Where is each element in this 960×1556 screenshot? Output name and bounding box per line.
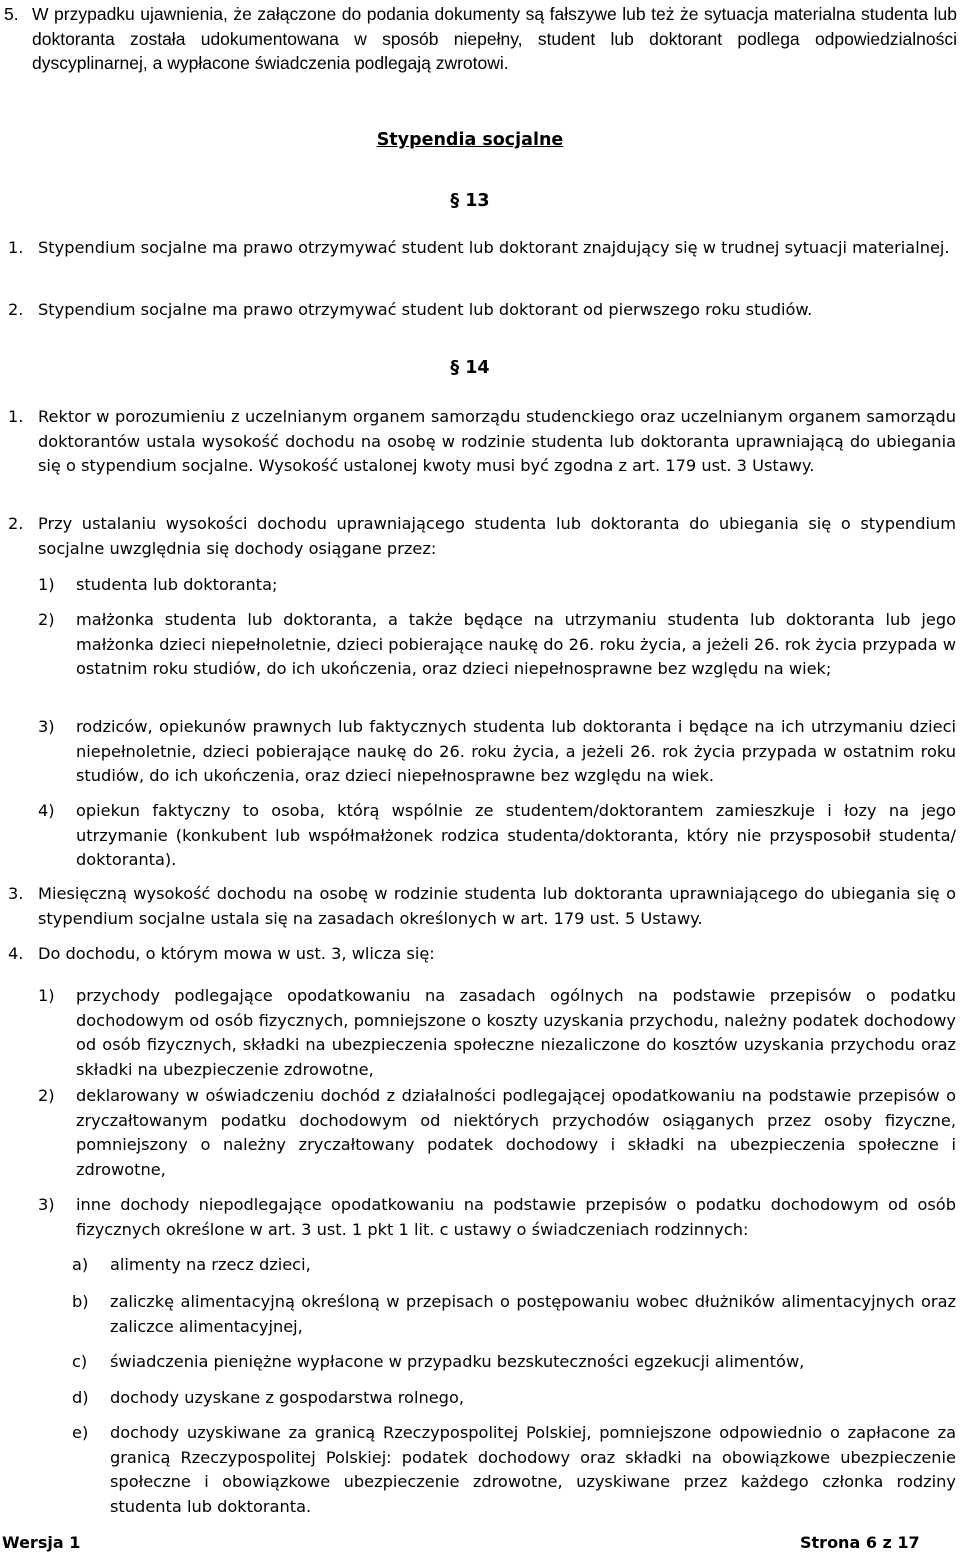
par13-item-1 bbox=[8, 236, 956, 261]
letter-text: zaliczkę alimentacyjną określoną w przepisach o postępowaniu wobec dłużników alimentacyjnych oraz zaliczce alimentacyjnej, bbox=[110, 1292, 956, 1336]
letter-text: dochody uzyskiwane za granicą Rzeczypospolitej Polskiej, pomniejszone odpowiednio o zapłacone za granicą Rzeczypospolitej Polskiej: podatek dochodowy oraz składki na obowiązkowe ubezpieczenie społeczne i obowiązkowe ubezpieczenie zdrowotne, uzyskiwane przez każdego członka rodziny studenta lub doktoranta. bbox=[110, 1423, 956, 1516]
sub-number: 2) bbox=[38, 1086, 55, 1105]
sub-text: rodziców, opiekunów prawnych lub faktycznych studenta lub doktoranta i będące na ich utrzymaniu dzieci niepełnoletnie, dzieci pobierające naukę do 26. roku życia, a jeżeli 26. rok życia przypada w ostatnim roku studiów, do ich ukończenia, oraz dzieci niepełnosprawne bez względu na wiek. bbox=[76, 717, 956, 785]
par14-item-4-sub-2 bbox=[38, 1084, 956, 1182]
item-text: Stypendium socjalne ma prawo otrzymywać student lub doktorant znajdujący się w trudnej sytuacji materialnej. bbox=[38, 238, 950, 257]
letter-number: d) bbox=[72, 1388, 89, 1407]
par14-item-2-sub-3 bbox=[38, 715, 956, 789]
item-number: 2. bbox=[8, 514, 24, 533]
letter-text: alimenty na rzecz dzieci, bbox=[110, 1255, 311, 1274]
par14-item-4-sub-3 bbox=[38, 1193, 956, 1242]
paragraph-14-title: § 14 bbox=[450, 358, 490, 378]
letter-item-d bbox=[72, 1386, 956, 1411]
intro-number: 5. bbox=[4, 4, 19, 24]
paragraph-13-title: § 13 bbox=[450, 191, 490, 211]
intro-paragraph bbox=[4, 2, 957, 76]
par13-item-2 bbox=[8, 298, 956, 323]
sub-number: 4) bbox=[38, 801, 55, 820]
item-text: Do dochodu, o którym mowa w ust. 3, wlicza się: bbox=[38, 944, 435, 963]
item-number: 2. bbox=[8, 300, 24, 319]
sub-number: 2) bbox=[38, 610, 55, 629]
letter-number: b) bbox=[72, 1292, 89, 1311]
section-title: Stypendia socjalne bbox=[376, 130, 564, 150]
item-number: 1. bbox=[8, 407, 24, 426]
par14-item-2-sub-1 bbox=[38, 573, 956, 598]
letter-number: c) bbox=[72, 1352, 88, 1371]
item-number: 4. bbox=[8, 944, 24, 963]
letter-item-c bbox=[72, 1350, 956, 1375]
letter-number: a) bbox=[72, 1255, 89, 1274]
par14-item-1 bbox=[8, 405, 956, 479]
par14-item-4-sub-1 bbox=[38, 984, 956, 1082]
item-text: Przy ustalaniu wysokości dochodu uprawniającego studenta lub doktoranta do ubiegania się o stypendium socjalne uwzględnia się dochody osiągane przez: bbox=[38, 514, 956, 558]
sub-number: 1) bbox=[38, 986, 55, 1005]
letter-text: dochody uzyskane z gospodarstwa rolnego, bbox=[110, 1388, 464, 1407]
item-text: Miesięczną wysokość dochodu na osobę w rodzinie studenta lub doktoranta uprawniającego do ubiegania się o stypendium socjalne ustala się na zasadach określonych w art. 179 ust. 5 Ustawy. bbox=[38, 884, 956, 928]
footer-version: Wersja 1 bbox=[2, 1533, 81, 1552]
par14-item-2-sub-4 bbox=[38, 799, 956, 873]
letter-item-b bbox=[72, 1290, 956, 1339]
sub-text: studenta lub doktoranta; bbox=[76, 575, 278, 594]
letter-item-a bbox=[72, 1253, 956, 1278]
sub-number: 1) bbox=[38, 575, 55, 594]
par14-item-2 bbox=[8, 512, 956, 561]
par14-item-4 bbox=[8, 942, 956, 967]
sub-text: przychody podlegające opodatkowaniu na zasadach ogólnych na podstawie przepisów o podatku dochodowym od osób fizycznych, pomniejszone o koszty uzyskania przychodu, należny podatek dochodowy od osób fizycznych, składki na ubezpieczenia społeczne niezaliczone do kosztów uzyskania przychodu oraz składki na ubezpieczenie zdrowotne, bbox=[76, 986, 956, 1079]
par14-item-3 bbox=[8, 882, 956, 931]
footer-page-number: Strona 6 z 17 bbox=[800, 1533, 920, 1552]
sub-number: 3) bbox=[38, 717, 55, 736]
letter-item-e bbox=[72, 1421, 956, 1519]
sub-text: opiekun faktyczny to osoba, którą wspólnie ze studentem/doktorantem zamieszkuje i łozy na jego utrzymanie (konkubent lub współmałżonek rodzica studenta/doktoranta, który nie przysposobił studenta/ doktoranta). bbox=[76, 801, 956, 869]
sub-number: 3) bbox=[38, 1195, 55, 1214]
intro-text: W przypadku ujawnienia, że załączone do podania dokumenty są fałszywe lub też że sytuacja materialna studenta lub doktoranta została udokumentowana w sposób niepełny, student lub doktorant podlega odpowiedzialności dyscyplinarnej, a wypłacone świadczenia podlegają zwrotowi. bbox=[32, 4, 957, 73]
item-number: 1. bbox=[8, 238, 24, 257]
letter-number: e) bbox=[72, 1423, 89, 1442]
sub-text: deklarowany w oświadczeniu dochód z działalności podlegającej opodatkowaniu na podstawie przepisów o zryczałtowanym podatku dochodowym od niektórych przychodów osiąganych przez osoby fizyczne, pomniejszony o należny zryczałtowany podatek dochodowy i składki na ubezpieczenia społeczne i zdrowotne, bbox=[76, 1086, 956, 1179]
letter-text: świadczenia pieniężne wypłacone w przypadku bezskuteczności egzekucji alimentów, bbox=[110, 1352, 805, 1371]
sub-text: inne dochody niepodlegające opodatkowaniu na podstawie przepisów o podatku dochodowym od osób fizycznych określone w art. 3 ust. 1 pkt 1 lit. c ustawy o świadczeniach rodzinnych: bbox=[76, 1195, 956, 1239]
item-text: Stypendium socjalne ma prawo otrzymywać student lub doktorant od pierwszego roku studiów. bbox=[38, 300, 813, 319]
sub-text: małżonka studenta lub doktoranta, a także będące na utrzymaniu studenta lub doktoranta lub jego małżonka dzieci niepełnoletnie, dzieci pobierające naukę do 26. roku życia, a jeżeli 26. rok życia przypada w ostatnim roku studiów, do ich ukończenia, oraz dzieci niepełnosprawne bez względu na wiek; bbox=[76, 610, 956, 678]
item-text: Rektor w porozumieniu z uczelnianym organem samorządu studenckiego oraz uczelnianym organem samorządu doktorantów ustala wysokość dochodu na osobę w rodzinie studenta lub doktoranta uprawniającą do ubiegania się o stypendium socjalne. Wysokość ustalonej kwoty musi być zgodna z art. 179 ust. 3 Ustawy. bbox=[38, 407, 956, 475]
item-number: 3. bbox=[8, 884, 24, 903]
par14-item-2-sub-2 bbox=[38, 608, 956, 682]
